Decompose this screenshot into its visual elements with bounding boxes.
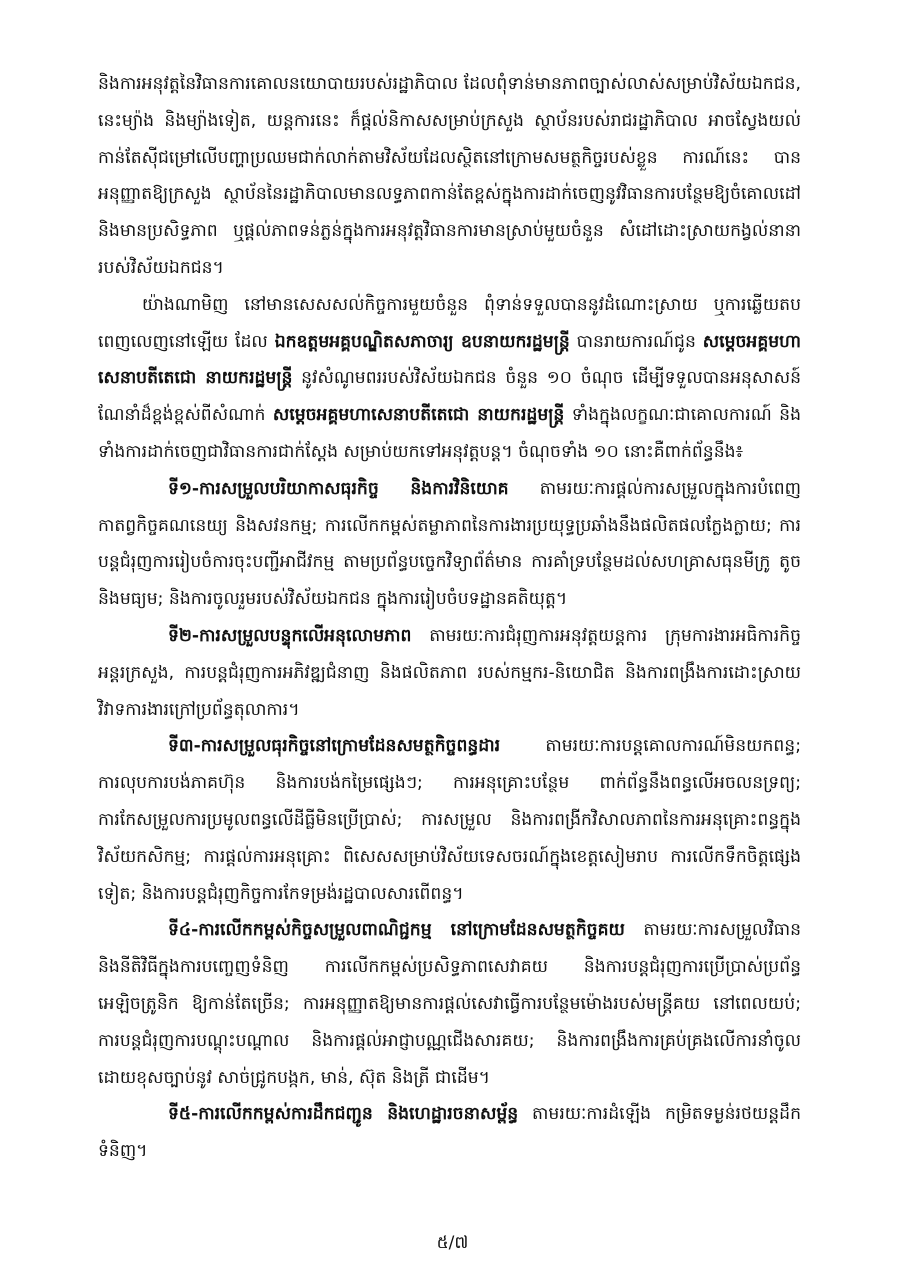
paragraph-text-mid: បានរាយការណ៍ជូន xyxy=(569,331,703,352)
point-5 xyxy=(98,1096,801,1170)
point-body: តាមរយៈការសម្រួលវិធាន និងនីតិវិធីក្នុងការបញ្ចេញទំនិញ ការលើកកម្ពស់ប្រសិទ្ធភាពសេវាគយ និងការបន្តជំរុញការប្រើប្រាស់ប្រព័ន្ធអេឡិចត្រូនិក ឱ្យកាន់តែច្រើន; ការអនុញ្ញាតឱ្យមានការផ្តល់សេវាធ្វើការបន្ថែមម៉ោងរបស់មន្ត្រីគយ នៅពេលយប់; ការបន្តជំរុញការបណ្តុះបណ្តាល និងការផ្តល់អាជ្ញាបណ្ណជើងសារគយ; និងការពង្រឹងការគ្រប់គ្រងលើការនាំចូលដោយខុសច្បាប់នូវ សាច់ជ្រូកបង្កក, មាន់, ស៊ុត និងត្រី ជាដើម។ xyxy=(98,920,801,1088)
paragraph-text-post: ទាំងក្នុងលក្ខណៈជាគោលការណ៍ និងទាំងការដាក់ចេញជាវិធានការជាក់ស្តែង សម្រាប់យកទៅអនុវត្តបន្ត។ ចំណុចទាំង ១០ នោះគឺពាក់ព័ន្ធនឹង៖ xyxy=(98,405,802,462)
point-heading: ទី៤-ការលើកកម្ពស់កិច្ចសម្រួលពាណិជ្ជកម្ម នៅក្រោមដែនសមត្ថកិច្ចគយ xyxy=(168,920,625,941)
point-body: តាមរយៈការបន្តគោលការណ៍មិនយកពន្ធ; ការលុបការបង់ភាគហ៊ុន និងការបង់កម្រៃផ្សេងៗ; ការអនុគ្រោះបន្ថែម ពាក់ព័ន្ធនឹងពន្ធលើអចលនទ្រព្យ; ការកែសម្រួលការប្រមូលពន្ធលើដីធ្លីមិនប្រើប្រាស់; ការសម្រួល និងការពង្រីកវិសាលភាពនៃការអនុគ្រោះពន្ធក្នុងវិស័យកសិកម្ម; ការផ្តល់ការអនុគ្រោះ ពិសេសសម្រាប់វិស័យទេសចរណ៍ក្នុងខេត្តសៀមរាប ការលើកទឹកចិត្តផ្សេងទៀត; និងការបន្តជំរុញកិច្ចការកែទម្រង់រដ្ឋបាលសារពើពន្ធ។ xyxy=(98,736,801,904)
point-heading: ទី៣-ការសម្រួលធុរកិច្ចនៅក្រោមដែនសមត្ថកិច្ចពន្ធដារ xyxy=(168,736,501,757)
point-heading: ទី២-ការសម្រួលបន្ទុកលើអនុលោមភាព xyxy=(168,625,412,646)
title-prime-minister-second: សម្តេចអគ្គមហាសេនាបតីតេជោ នាយករដ្ឋមន្ត្រី xyxy=(272,405,565,426)
point-heading: ទី៥-ការលើកកម្ពស់ការដឹកជញ្ជូន និងហេដ្ឋារចនាសម្ព័ន្ធ xyxy=(168,1104,519,1125)
paragraph-intro-continuation xyxy=(98,66,801,287)
title-deputy-prime-minister: ឯកឧត្តមអគ្គបណ្ឌិតសភាចារ្យ ឧបនាយករដ្ឋមន្ត្រី xyxy=(274,331,570,352)
point-heading: ទី១-ការសម្រួលបរិយាកាសធុរកិច្ច និងការវិនិយោគ xyxy=(168,478,509,499)
point-body: តាមរយៈការដំឡើង កម្រិតទម្ងន់រថយន្តដឹកទំនិញ។ xyxy=(98,1104,801,1162)
paragraph-text-mid2: នូវសំណូមពររបស់វិស័យឯកជន ចំនួន ១០ ចំណុច ដើម្បីទទួលបានអនុសាសន៍ណែនាំដ៏ខ្ពង់ខ្ពស់ពីសំណាក់ xyxy=(98,368,801,426)
page-number: ៥/៧ xyxy=(436,1233,469,1253)
paragraph-text: និងការអនុវត្តនៃវិធានការគោលនយោបាយរបស់រដ្ឋាភិបាល ដែលពុំទាន់មានភាពច្បាស់លាស់សម្រាប់វិស័យឯកជន, នេះម្យ៉ាង និងម្យ៉ាងទៀត, យន្តការនេះ ក៏ផ្តល់និកាសសម្រាប់ក្រសួង ស្ថាប័នរបស់រាជរដ្ឋាភិបាល អាចស្វែងយល់កាន់តែស៊ីជម្រៅលើបញ្ហាប្រឈមជាក់លាក់តាមវិស័យដែលស្ថិតនៅក្រោមសមត្ថកិច្ចរបស់ខ្លួន ការណ៍នេះ បានអនុញ្ញាតឱ្យក្រសួង ស្ថាប័ននៃរដ្ឋាភិបាលមានលទ្ធភាពកាន់តែខ្ពស់ក្នុងការដាក់ចេញនូវវិធានការបន្ថែមឱ្យចំគោលដៅ និងមានប្រសិទ្ធភាព ឬផ្តល់ភាពទន់ភ្លន់ក្នុងការអនុវត្តវិធានការមានស្រាប់មួយចំនួន សំដៅដោះស្រាយកង្វល់នានារបស់វិស័យឯកជន។ xyxy=(98,74,801,278)
point-2 xyxy=(98,618,801,728)
point-3 xyxy=(98,728,801,912)
paragraph-text-pre: យ៉ាងណាមិញ នៅមានសេសសល់កិច្ចការមួយចំនួន ពុំទាន់ទទួលបាននូវដំណោះស្រាយ ឬការឆ្លើយតបពេញលេញនៅឡើយ ដែល xyxy=(98,294,801,352)
point-4 xyxy=(98,912,801,1096)
title-prime-minister: សម្តេចអគ្គមហាសេនាបតីតេជោ នាយករដ្ឋមន្ត្រី xyxy=(98,331,801,389)
paragraph-pending-issues xyxy=(98,287,801,471)
point-body: តាមរយៈការផ្តល់ការសម្រួលក្នុងការបំពេញកាតព្វកិច្ចគណនេយ្យ និងសវនកម្ម; ការលើកកម្ពស់តម្លាភាពនៃការងារប្រយុទ្ធប្រឆាំងនឹងផលិតផលក្លែងក្លាយ; ការបន្តជំរុញការរៀបចំការចុះបញ្ជីអាជីវកម្ម តាមប្រព័ន្ធបច្ចេកវិទ្យាព័ត៌មាន ការគាំទ្របន្ថែមដល់សហគ្រាសធុនមីក្រូ តូច និងមធ្យម; និងការចូលរួមរបស់វិស័យឯកជន ក្នុងការរៀបចំបទដ្ឋានគតិយុត្ត។ xyxy=(98,478,802,610)
point-body: តាមរយៈការជំរុញការអនុវត្តយន្តការ ក្រុមការងារអធិការកិច្ចអន្តរក្រសួង, ការបន្តជំរុញការអភិវឌ្ឍជំនាញ និងផលិតភាព របស់កម្មករ-និយោជិត និងការពង្រឹងការដោះស្រាយវិវាទការងារក្រៅប្រព័ន្ធតុលាការ។ xyxy=(98,625,801,720)
point-1 xyxy=(98,471,801,618)
